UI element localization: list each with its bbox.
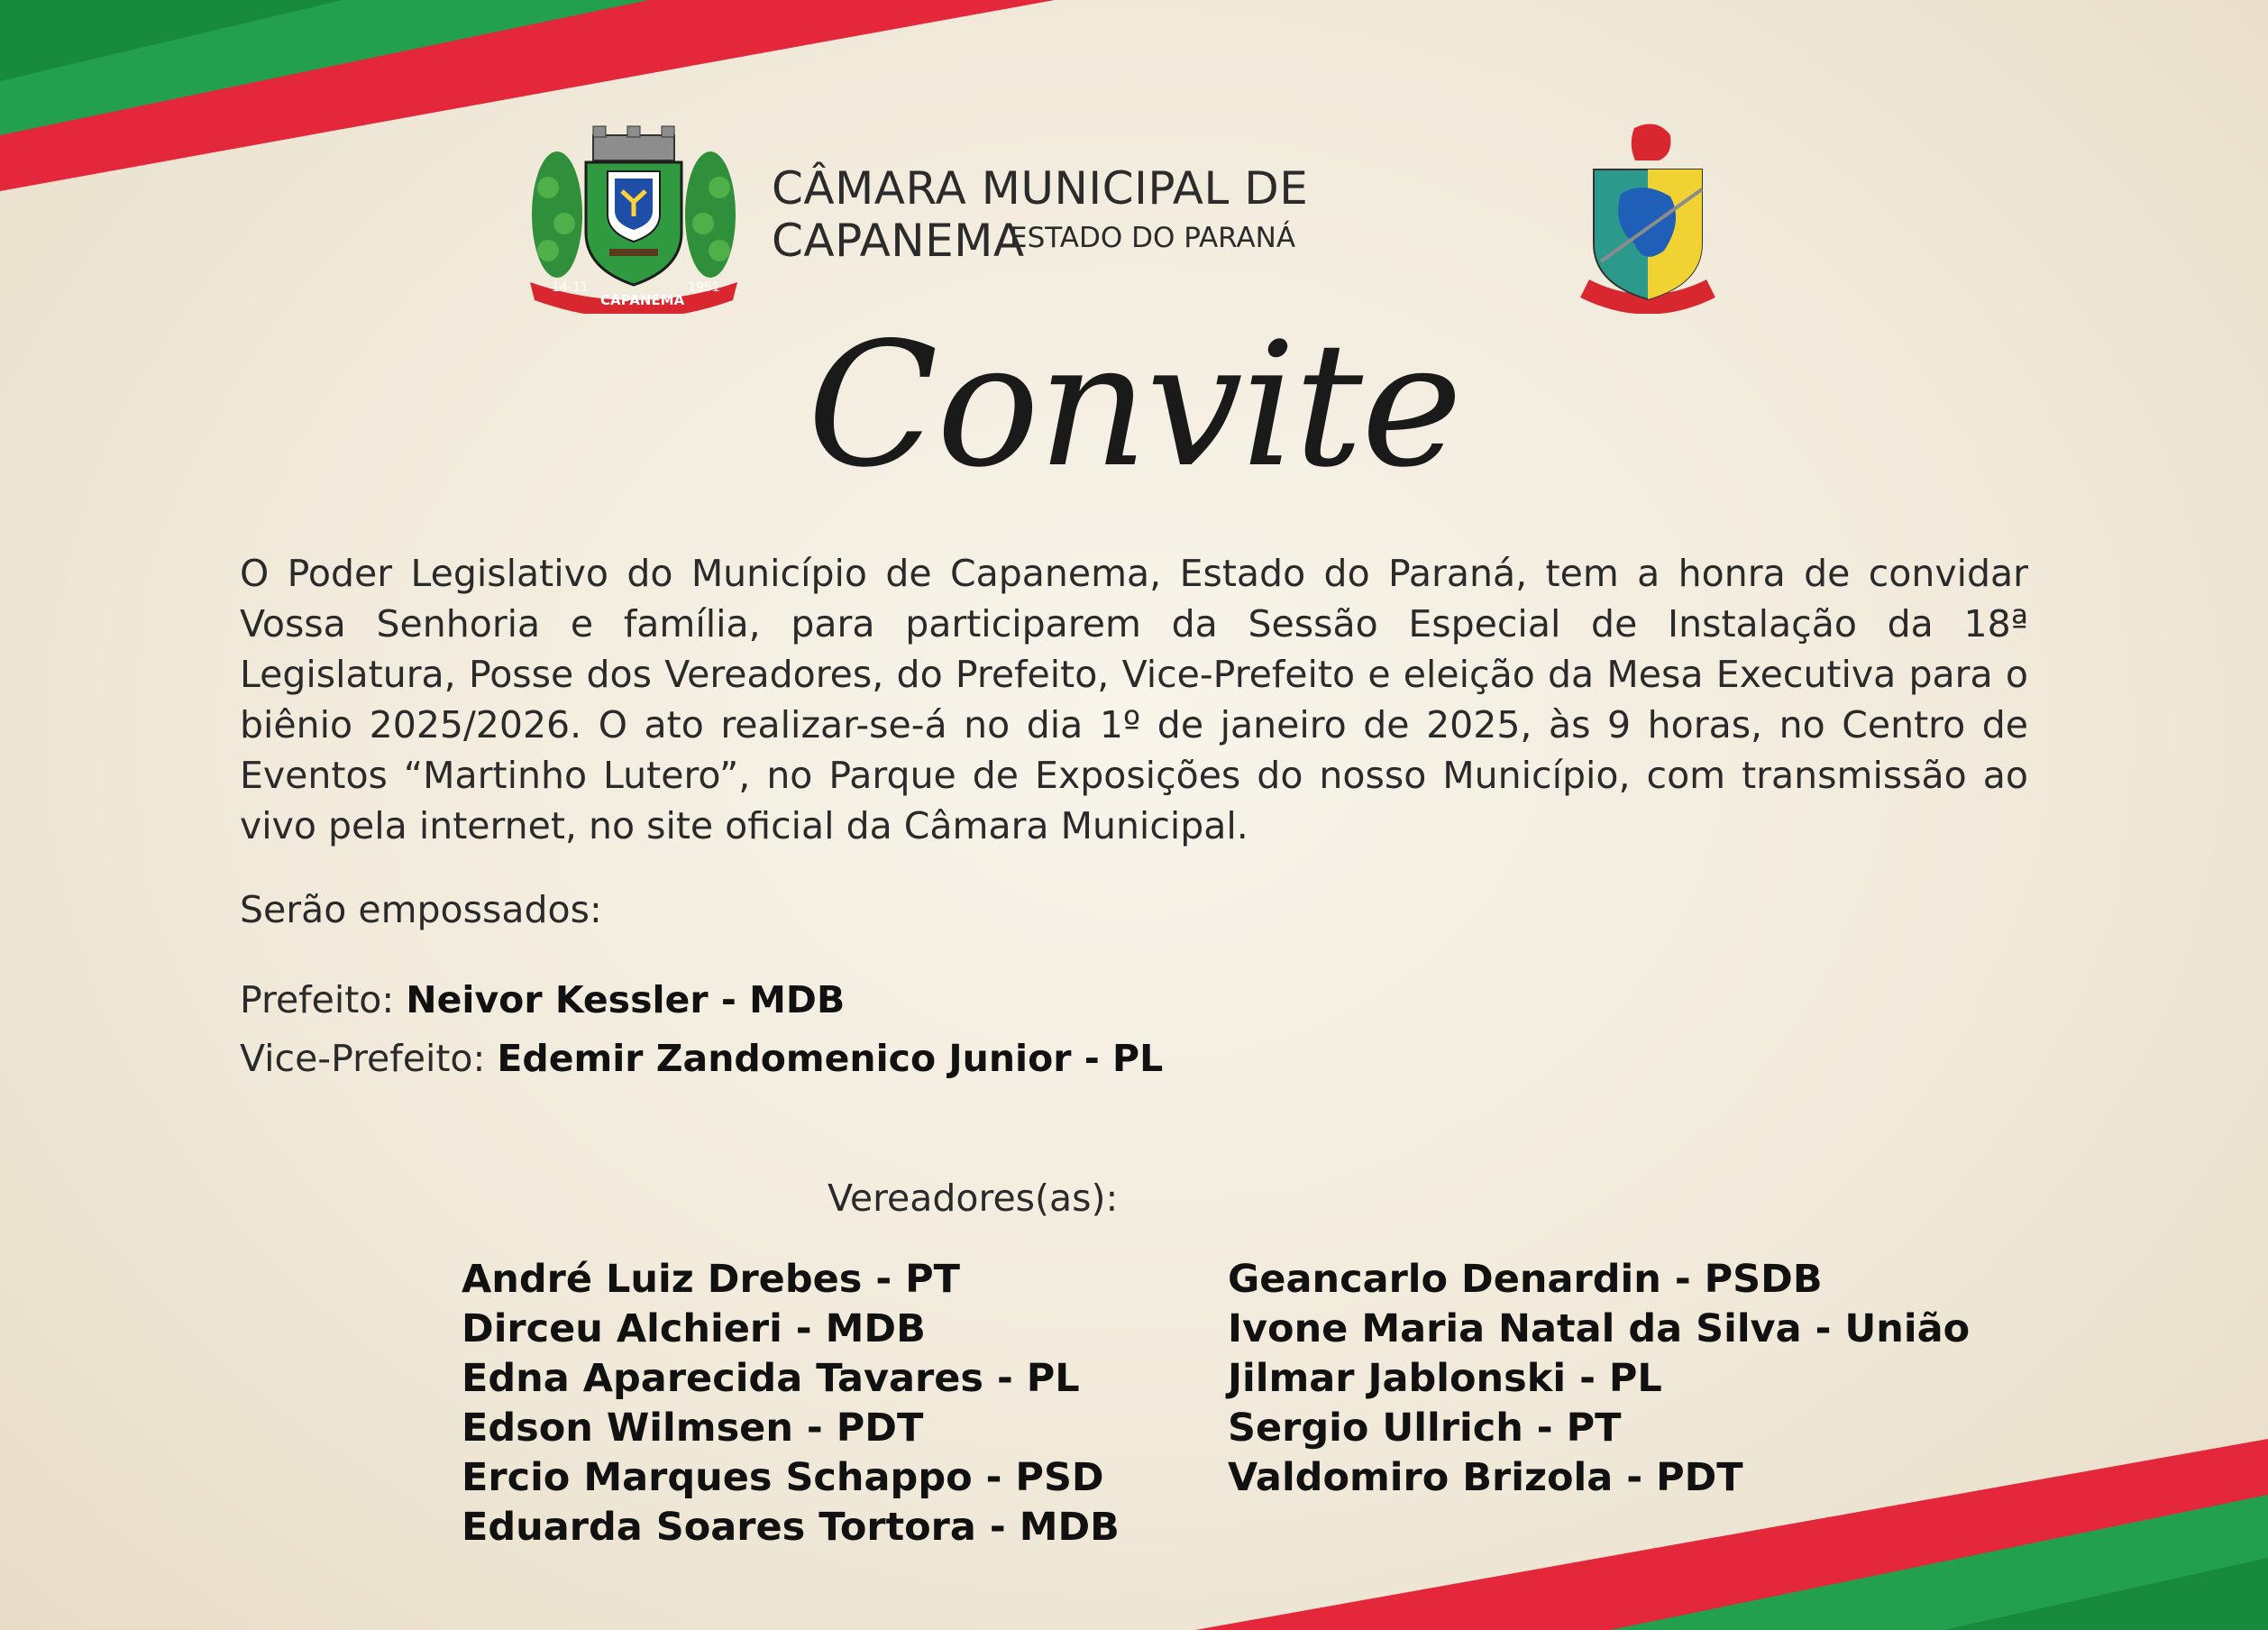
legislative-power-seal-icon [1558,108,1738,314]
council-member: Valdomiro Brizola - PDT [1228,1455,1743,1500]
council-member: Jilmar Jablonski - PL [1228,1356,1662,1401]
mayor-line [240,978,845,1021]
vice-mayor-line [240,1037,1163,1080]
council-member: Dirceu Alchieri - MDB [462,1306,926,1351]
council-member: Ivone Maria Natal da Silva - União [1228,1306,1971,1351]
mayor-name: Neivor Kessler - MDB [406,978,846,1021]
council-member: Eduarda Soares Tortora - MDB [462,1505,1120,1550]
sworn-intro: Serão empossados: [240,888,602,931]
council-label: Vereadores(as): [828,1177,1119,1220]
crest-ribbon-text-left: 14-11 [552,280,589,295]
council-member: Ercio Marques Schappo - PSD [462,1455,1104,1500]
council-member: André Luiz Drebes - PT [462,1257,960,1302]
council-member: Sergio Ullrich - PT [1228,1406,1622,1451]
header [521,108,1747,325]
crest-ribbon-text-right: 1951 [688,280,720,295]
council-member: Edson Wilmsen - PDT [462,1406,924,1451]
municipal-coat-of-arms-icon [521,115,746,314]
vice-mayor-name: Edemir Zandomenico Junior - PL [497,1037,1164,1080]
council-list-right [1228,1255,1970,1503]
vice-mayor-label: Vice-Prefeito: [240,1037,486,1080]
council-list-left [462,1255,1120,1552]
header-subtitle: ESTADO DO PARANÁ [1010,222,1296,254]
council-member: Edna Aparecida Tavares - PL [462,1356,1080,1401]
invitation-paragraph: O Poder Legislativo do Município de Capanema, Estado do Paraná, tem a honra de convidar Vossa Senhoria e família, para participarem da Sessão Especial de Instalação da 18ª Legislatura, Posse dos Vereadores, do Prefeito, Vice-Prefeito e eleição da Mesa Executiva para o biênio 2025/2026. O ato realizar-se-á no dia 1º de janeiro de 2025, às 9 horas, no Centro de Eventos “Martinho Lutero”, no Parque de Exposições do nosso Município, com transmissão ao vivo pela internet, no site oficial da Câmara Municipal. [240,552,2028,847]
invitation-title: Convite [807,306,1461,505]
crest-ribbon-text-center: CAPANEMA [600,292,685,308]
council-member: Geancarlo Denardin - PSDB [1228,1257,1823,1302]
mayor-label: Prefeito: [240,978,395,1021]
header-title: CÂMARA MUNICIPAL DE CAPANEMA [772,162,1309,267]
